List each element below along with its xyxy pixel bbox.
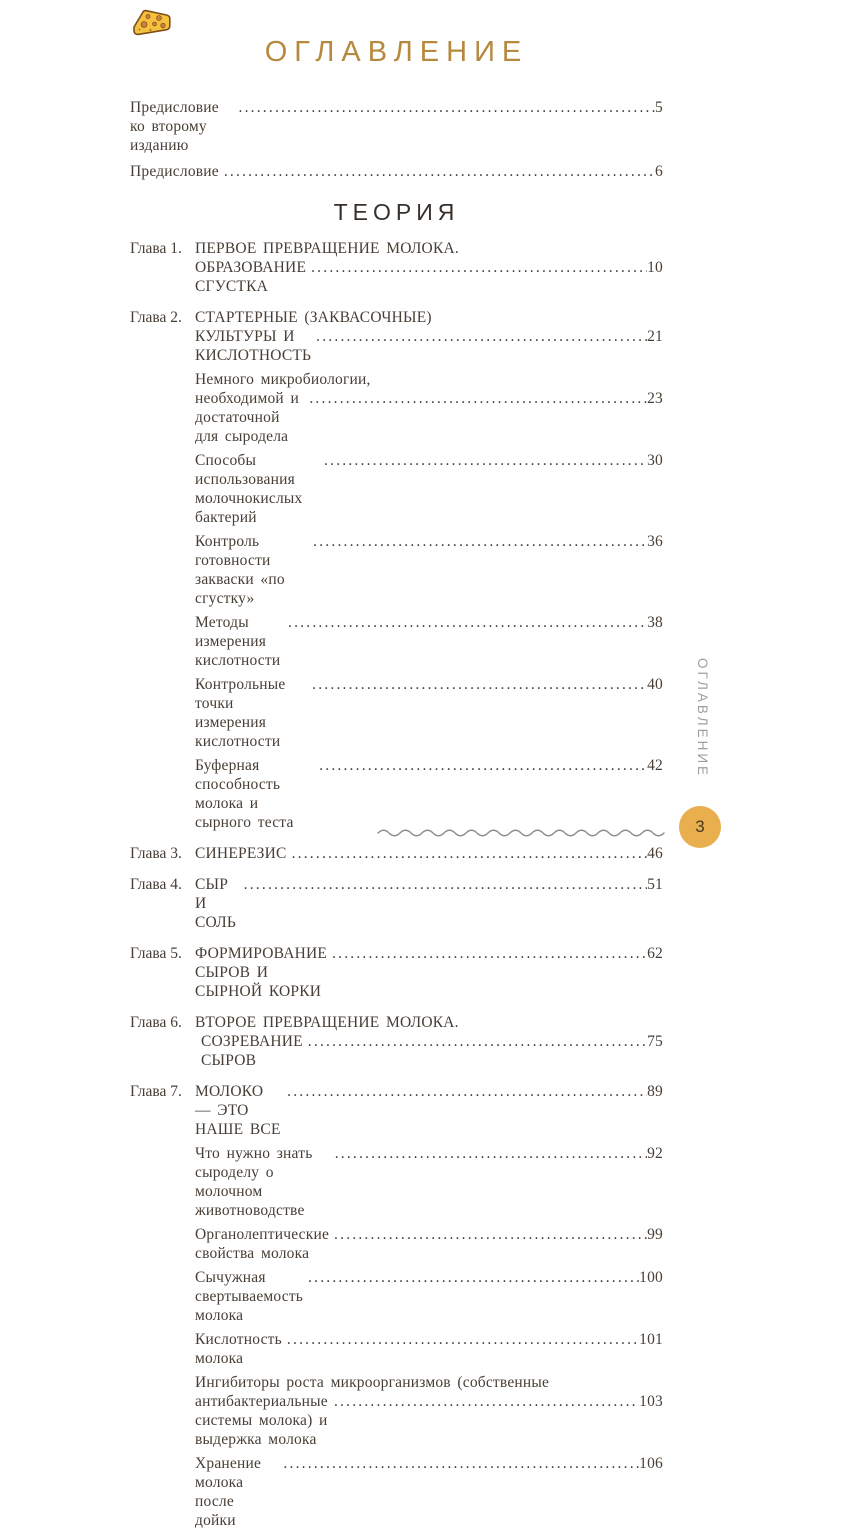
chapter-body	[195, 308, 663, 365]
toc-chapter-entry	[130, 944, 663, 1001]
dot-leader	[288, 613, 647, 632]
toc-front-entry	[130, 162, 663, 181]
toc-entry-text: СЫР И СОЛЬ	[195, 876, 236, 931]
toc-sub-entry	[130, 1330, 663, 1368]
chapter-label: Глава 3.	[130, 845, 182, 862]
dot-leader	[334, 1392, 639, 1411]
dot-leader	[287, 1330, 639, 1349]
dot-leader	[319, 756, 647, 775]
toc-page-number: 36	[647, 533, 663, 550]
table-of-contents	[130, 98, 663, 1530]
dot-leader	[224, 162, 655, 181]
wave-divider-icon	[375, 825, 671, 843]
chapter-body	[195, 875, 663, 932]
toc-entry-line	[195, 308, 663, 327]
dot-leader	[335, 1144, 647, 1163]
chapter-label: Глава 4.	[130, 876, 182, 893]
toc-entry-line	[130, 98, 663, 155]
toc-page-number: 101	[639, 1331, 663, 1348]
toc-entry-text: Буферная способность молока и сырного теста	[195, 757, 294, 831]
chapter-body	[195, 844, 663, 863]
toc-entry-text: КУЛЬТУРЫ И КИСЛОТНОСТЬ	[195, 328, 312, 364]
dot-leader	[244, 875, 647, 894]
toc-entries	[130, 225, 663, 1530]
chapter-body	[195, 1013, 663, 1070]
toc-entry-text: Способы использования молочнокислых бактерий	[195, 452, 303, 526]
dot-leader	[283, 1454, 639, 1473]
toc-page-number: 92	[647, 1145, 663, 1162]
toc-entry-text: Ингибиторы роста микроорганизмов (собственные	[195, 1374, 550, 1391]
toc-entry-text: Хранение молока после дойки	[195, 1455, 262, 1529]
toc-entry-line	[195, 844, 663, 863]
toc-page-number: 38	[647, 614, 663, 631]
chapter-label: Глава 6.	[130, 1014, 182, 1031]
toc-entry-text: Сычужная свертываемость молока	[195, 1269, 304, 1324]
toc-entry-line	[195, 327, 663, 365]
toc-page-number: 5	[655, 99, 663, 116]
toc-page-number: 89	[647, 1083, 663, 1100]
toc-entry-text: Что нужно знать сыроделу о молочном животноводстве	[195, 1145, 313, 1219]
toc-entry-line	[195, 239, 663, 258]
toc-sub-entry	[130, 1454, 663, 1530]
toc-entry-line	[195, 389, 663, 446]
dot-leader	[312, 675, 647, 694]
toc-entry-line	[195, 1144, 663, 1220]
toc-chapter-entry	[130, 875, 663, 932]
toc-page-number: 99	[647, 1226, 663, 1243]
toc-entry-text: необходимой и достаточной для сыродела	[195, 390, 299, 445]
toc-entry-text: СТАРТЕРНЫЕ (ЗАКВАСОЧНЫЕ)	[195, 309, 432, 326]
dot-leader	[334, 1225, 647, 1244]
chapter-body	[195, 1082, 663, 1139]
toc-chapter-entry	[130, 1013, 663, 1070]
toc-chapter-entry	[130, 308, 663, 365]
toc-sub-entry	[130, 675, 663, 751]
chapter-label: Глава 7.	[130, 1083, 182, 1100]
toc-entry-line	[195, 451, 663, 527]
toc-front-matter	[130, 98, 663, 181]
toc-entry-line	[195, 756, 663, 832]
dot-leader	[308, 1032, 647, 1051]
toc-page-number: 100	[639, 1269, 663, 1286]
toc-page-number: 6	[655, 163, 663, 180]
toc-entry-text: СИНЕРЕЗИС	[195, 845, 287, 862]
toc-entry-line	[195, 1082, 663, 1139]
page-number: 3	[695, 817, 705, 836]
dot-leader	[292, 844, 648, 863]
toc-entry-line	[195, 1013, 663, 1032]
toc-entry-text: ВТОРОЕ ПРЕВРАЩЕНИЕ МОЛОКА.	[195, 1014, 459, 1031]
toc-page-number: 62	[647, 945, 663, 962]
toc-entry-text: ФОРМИРОВАНИЕ СЫРОВ И СЫРНОЙ КОРКИ	[195, 945, 328, 1000]
toc-sub-entry	[130, 370, 663, 446]
dot-leader	[332, 944, 647, 963]
toc-entry-line	[195, 1392, 663, 1449]
dot-leader	[324, 451, 647, 470]
page-number-badge	[679, 806, 721, 848]
toc-page-number: 46	[647, 845, 663, 862]
toc-page-number: 40	[647, 676, 663, 693]
toc-sub-entry	[130, 613, 663, 670]
dot-leader	[308, 1268, 639, 1287]
section-heading: ТЕОРИЯ	[333, 199, 460, 225]
toc-sub-entry	[130, 1225, 663, 1263]
toc-entry-line	[195, 1454, 663, 1530]
dot-leader	[239, 98, 656, 117]
toc-chapter-entry	[130, 844, 663, 863]
toc-entry-line	[195, 1330, 663, 1368]
dot-leader	[313, 532, 647, 551]
toc-entry-text: Контрольные точки измерения кислотности	[195, 676, 286, 750]
toc-entry-line	[195, 370, 663, 389]
chapter-label: Глава 5.	[130, 945, 182, 962]
toc-page-number: 75	[647, 1033, 663, 1050]
toc-entry-text: МОЛОКО — ЭТО НАШЕ ВСЕ	[195, 1083, 281, 1138]
toc-entry-line	[195, 1225, 663, 1263]
toc-entry-line	[195, 675, 663, 751]
chapter-body	[195, 944, 663, 1001]
toc-entry-line	[130, 162, 663, 181]
toc-sub-entry	[130, 451, 663, 527]
toc-entry-text: СОЗРЕВАНИЕ СЫРОВ	[201, 1033, 303, 1069]
toc-entry-text: Методы измерения кислотности	[195, 614, 281, 669]
toc-entry-text: Контроль готовности закваски «по сгустку»	[195, 533, 285, 607]
toc-sub-entry	[130, 756, 663, 832]
dot-leader	[316, 327, 647, 346]
toc-page-number: 42	[647, 757, 663, 774]
toc-entry-text: антибактериальные системы молока) и выдержка молока	[195, 1393, 328, 1448]
toc-sub-entry	[130, 1268, 663, 1325]
toc-page-number: 10	[647, 259, 663, 276]
dot-leader	[309, 389, 647, 408]
toc-entry-text: ОБРАЗОВАНИЕ СГУСТКА	[195, 259, 307, 295]
page-title: ОГЛАВЛЕНИЕ	[264, 36, 529, 68]
toc-sub-entry	[130, 1373, 663, 1449]
toc-entry-text: Предисловие ко второму изданию	[130, 99, 219, 154]
dot-leader	[287, 1082, 647, 1101]
dot-leader	[311, 258, 647, 277]
toc-entry-line	[195, 1373, 663, 1392]
toc-entry-text: ПЕРВОЕ ПРЕВРАЩЕНИЕ МОЛОКА.	[195, 240, 459, 257]
toc-entry-line	[195, 944, 663, 1001]
toc-page-number: 103	[639, 1393, 663, 1410]
toc-front-entry	[130, 98, 663, 155]
toc-entry-text: Органолептические свойства молока	[195, 1226, 330, 1262]
toc-page-number: 51	[647, 876, 663, 893]
toc-entry-text: Немного микробиологии,	[195, 371, 371, 388]
chapter-body	[195, 239, 663, 296]
toc-entry-line	[195, 875, 663, 932]
toc-chapter-entry	[130, 239, 663, 296]
chapter-label: Глава 1.	[130, 240, 182, 257]
chapter-label: Глава 2.	[130, 309, 182, 326]
toc-page-number: 21	[647, 328, 663, 345]
toc-entry-text: Предисловие	[130, 163, 219, 180]
toc-entry-line	[195, 1268, 663, 1325]
toc-sub-entry	[130, 1144, 663, 1220]
toc-page-number: 106	[639, 1455, 663, 1472]
toc-entry-line	[195, 258, 663, 296]
sidebar-vertical-label: ОГЛАВЛЕНИЕ	[695, 657, 710, 779]
toc-entry-line	[195, 532, 663, 608]
toc-sub-entry	[130, 532, 663, 608]
toc-entry-line	[195, 1032, 663, 1070]
toc-chapter-entry	[130, 1082, 663, 1139]
toc-page-number: 30	[647, 452, 663, 469]
toc-page-number: 23	[647, 390, 663, 407]
toc-entry-line	[195, 613, 663, 670]
toc-entry-text: Кислотность молока	[195, 1331, 282, 1367]
